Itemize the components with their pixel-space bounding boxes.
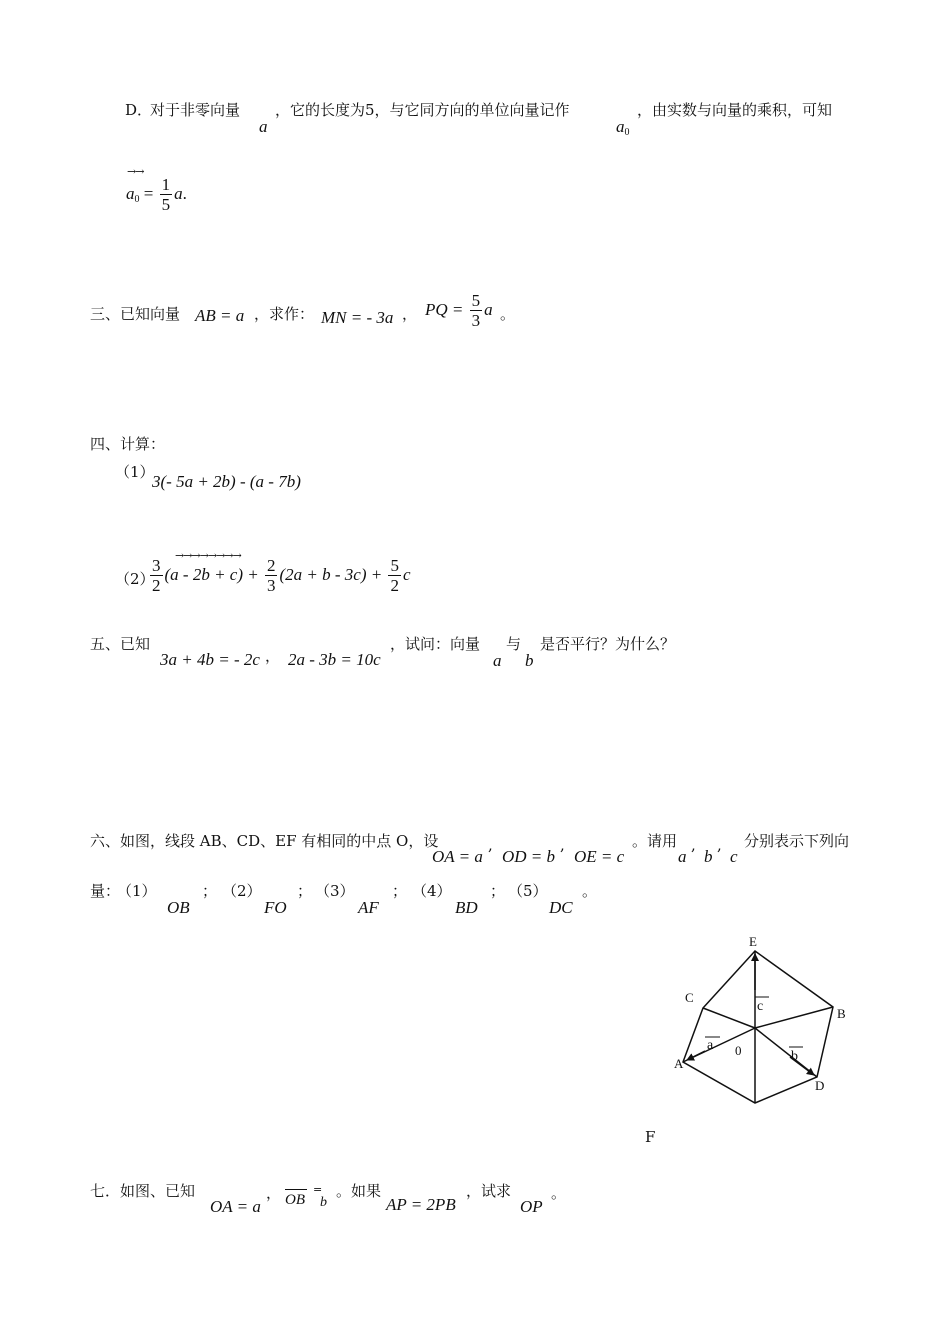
item-label: （1） bbox=[117, 882, 157, 900]
problem-4-label: 四、计算： bbox=[90, 435, 166, 453]
item-label: （2） bbox=[222, 882, 262, 900]
figure-caption-f: F bbox=[645, 1128, 656, 1146]
item-sep: ； bbox=[392, 882, 408, 900]
eq-1: 3a + 4b = - 2c bbox=[160, 650, 260, 669]
item-sep: 。 bbox=[582, 882, 598, 900]
var-a0: $a_0$ bbox=[616, 117, 630, 138]
eq-2: 2a - 3b = 10c bbox=[288, 650, 381, 669]
problem-5-text-1: ，试问：向量 bbox=[390, 635, 481, 653]
problem-3-text: ，求作： bbox=[254, 305, 315, 323]
vector-arrows: →→→→→→→→ bbox=[175, 549, 241, 562]
problem-3-label: 三、已知向量 bbox=[90, 305, 181, 323]
item-expr: DC bbox=[549, 898, 573, 917]
var-b: b bbox=[525, 651, 534, 670]
var-c: c bbox=[730, 847, 738, 866]
problem-6-line-1: 六、如图，线段 AB、CD、EF 有相同的中点 O，设 bbox=[90, 832, 439, 850]
eq-oa: OA = a bbox=[432, 847, 483, 866]
eq-od: OD = b bbox=[502, 847, 556, 866]
var-b: b bbox=[320, 1195, 327, 1210]
var-a: a bbox=[678, 847, 687, 866]
item-sep: ； bbox=[297, 882, 313, 900]
item-sep: ； bbox=[202, 882, 218, 900]
hexagon-figure bbox=[665, 930, 865, 1120]
item-label: （4） bbox=[412, 882, 452, 900]
item-2-expression: $\frac{3}{2}$ (a - 2b + c) + $\frac{2}{3}$ (2a + b - 3c) + $\frac{5}{2}$ c bbox=[152, 556, 411, 595]
var-a: a bbox=[493, 651, 502, 670]
comma: , bbox=[488, 836, 493, 854]
var-a: a bbox=[259, 117, 268, 136]
vector-label-a: a bbox=[707, 1038, 714, 1053]
point-label-b: B bbox=[837, 1006, 846, 1021]
segment-o-b bbox=[755, 1007, 833, 1028]
segment-c-o bbox=[703, 1008, 755, 1028]
var-b: b bbox=[704, 847, 713, 866]
problem-d-text-3: ，由实数与向量的乘积，可知 bbox=[637, 101, 833, 119]
problem-d-label: D． bbox=[125, 101, 153, 119]
item-expr: FO bbox=[264, 898, 287, 917]
point-label-a: A bbox=[674, 1056, 684, 1071]
item-1-label: （1） bbox=[115, 463, 155, 481]
problem-5-text-2: 与 bbox=[506, 635, 522, 653]
item-2-label: （2） bbox=[115, 570, 155, 588]
point-label-c: C bbox=[685, 990, 694, 1005]
eq-ab: AB = a bbox=[195, 306, 245, 325]
item-label: （3） bbox=[315, 882, 355, 900]
eq-ob: OB bbox=[285, 1193, 305, 1208]
comma: , bbox=[717, 836, 722, 854]
unit-vector-formula: $a_0$ = $\frac{1}{5}$ a. bbox=[126, 175, 187, 214]
vector-arrows: →→ bbox=[127, 165, 144, 178]
problem-5-label: 五、已知 bbox=[90, 635, 151, 653]
item-expr: OB bbox=[167, 898, 190, 917]
item-sep: ； bbox=[490, 882, 506, 900]
problem-7-text-1: 。如果 bbox=[336, 1182, 382, 1200]
comma: , bbox=[691, 836, 696, 854]
comma: ， bbox=[402, 305, 418, 323]
item-expr: BD bbox=[455, 898, 478, 917]
eq-mn: MN = - 3a bbox=[321, 308, 394, 327]
item-1-expression: 3(- 5a + 2b) - (a - 7b) bbox=[152, 472, 301, 491]
point-label-o: 0 bbox=[735, 1043, 742, 1058]
comma: , bbox=[560, 836, 565, 854]
end-mark: 。 bbox=[551, 1184, 567, 1202]
eq-oe: OE = c bbox=[574, 847, 625, 866]
vector-a-arrow bbox=[687, 1051, 705, 1060]
comma: ， bbox=[265, 647, 281, 665]
eq-ap: AP = 2PB bbox=[386, 1195, 456, 1214]
point-label-d: D bbox=[815, 1078, 825, 1093]
vector-label-c: c bbox=[757, 999, 764, 1014]
item-label: （5） bbox=[508, 882, 548, 900]
eq-op: OP bbox=[520, 1197, 543, 1216]
problem-6-text-end: 分别表示下列向 bbox=[744, 832, 850, 850]
item-expr: AF bbox=[358, 898, 379, 917]
problem-7-label: 七．如图、已知 bbox=[90, 1182, 196, 1200]
eq-oa: OA = a bbox=[210, 1197, 261, 1216]
comma: ， bbox=[266, 1184, 282, 1202]
end-mark: 。 bbox=[500, 305, 516, 323]
vector-label-b: b bbox=[791, 1049, 798, 1064]
problem-d-text-2: ，它的长度为5，与它同方向的单位向量记作 bbox=[275, 101, 570, 119]
problem-7-text-2: ，试求 bbox=[466, 1182, 512, 1200]
problem-6-text-use: 。请用 bbox=[632, 832, 678, 850]
problem-d-text-1: 对于非零向量 bbox=[150, 101, 241, 119]
eq-ob-equals: = bbox=[313, 1183, 323, 1196]
problem-5-text-3: 是否平行？为什么？ bbox=[540, 635, 676, 653]
point-label-e: E bbox=[749, 934, 757, 949]
problem-6-line-2-start: 量： bbox=[90, 882, 121, 900]
eq-pq: PQ = $\frac{5}{3}$ a bbox=[425, 291, 493, 330]
